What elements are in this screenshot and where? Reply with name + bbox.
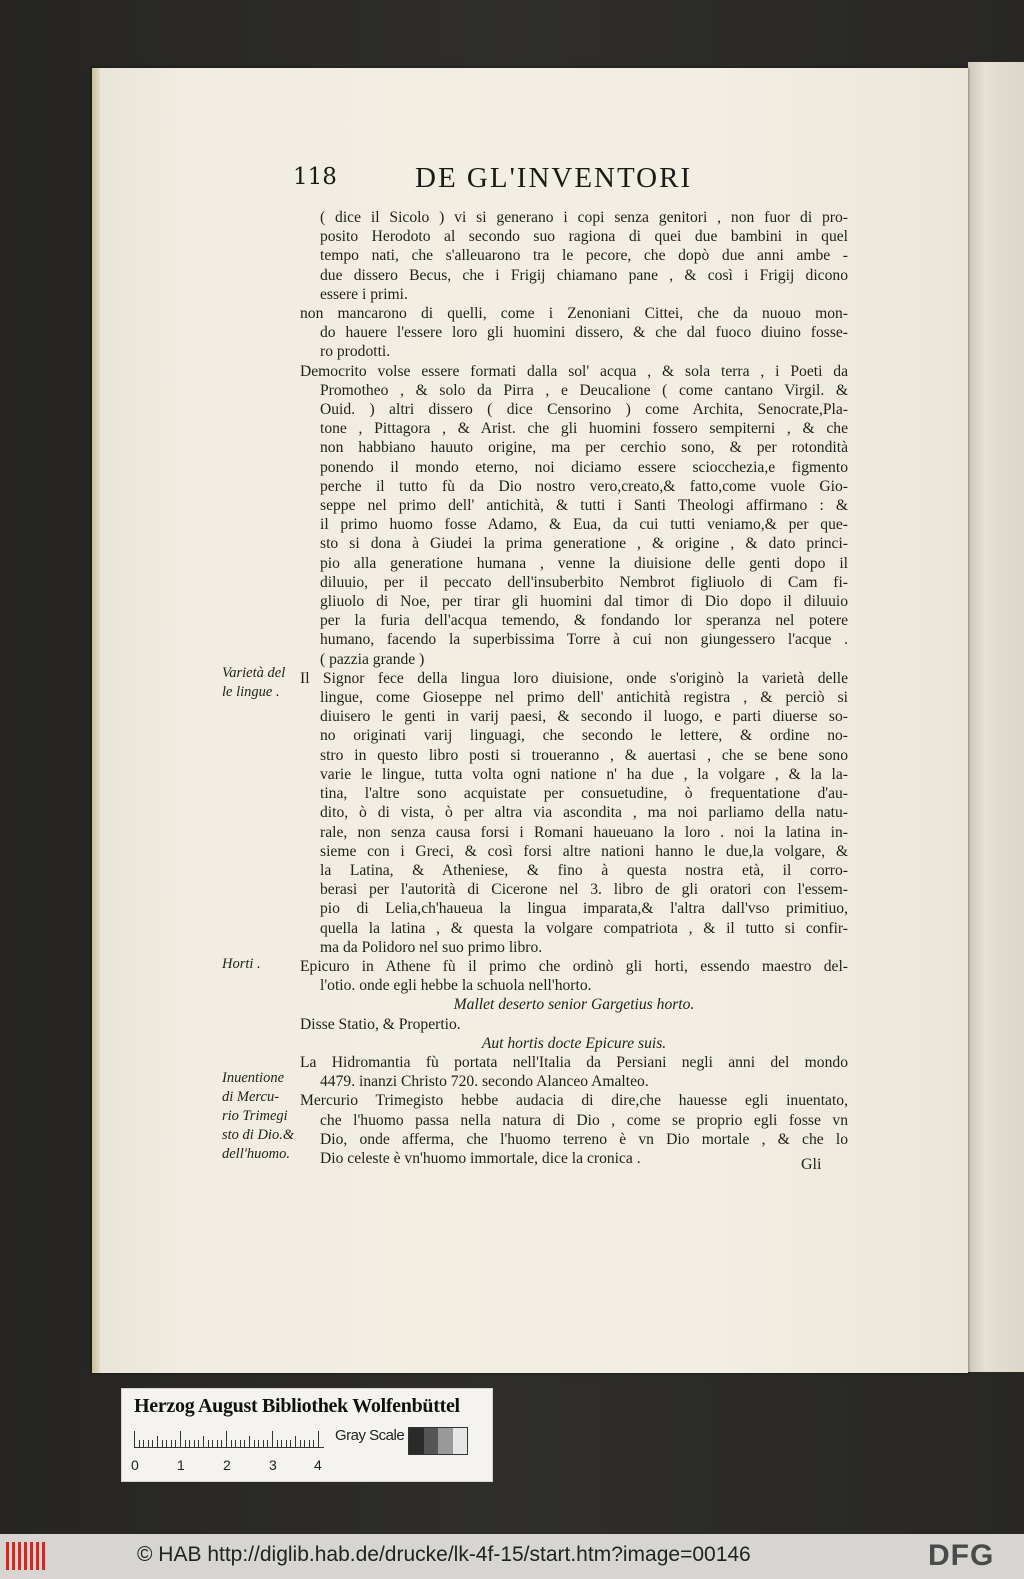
ruler-tick	[240, 1440, 241, 1447]
ruler-tick	[208, 1440, 209, 1447]
text-line: 4479. inanzi Christo 720. secondo Alanceo Amalteo.	[320, 1073, 649, 1091]
logo-bar	[12, 1542, 15, 1570]
ruler-tick	[309, 1440, 310, 1447]
ruler-tick	[139, 1440, 140, 1447]
text-line: ro prodotti.	[320, 343, 391, 361]
hab-logo-icon	[6, 1542, 48, 1570]
text-line: Ouid. ) altri dissero ( dice Censorino ) come Archita, Senocrate,Pla-	[320, 401, 848, 419]
margin-note-varieta	[222, 664, 314, 702]
ruler-tick	[212, 1440, 213, 1447]
ruler-tick	[226, 1431, 227, 1447]
text-line: Il Signor fece della lingua loro diuisione, onde s'originò la varietà delle	[300, 669, 848, 687]
running-title: DE GL'INVENTORI	[415, 162, 693, 194]
text-line: varie le lingue, tutta volta ogni natione n' ha due , la volgare , & la la-	[320, 765, 848, 783]
text-line: Democrito volse essere formati dalla sol' acqua , & sola terra , i Poeti da	[300, 362, 848, 380]
text-line: ponendo il mondo eterno, noi diciamo essere sciocchezia,e figmento	[320, 458, 848, 476]
text-line: rale, non senza causa forsi i Romani haueuano la loro . noi la latina in-	[320, 823, 848, 841]
text-line: quella la latina , & questa la volgare compatriota , & il tutto si confir-	[320, 919, 848, 937]
text-line: Promotheo , & solo da Pirra , e Deucalione ( come cantano Virgil. &	[320, 381, 848, 399]
ruler-tick	[304, 1440, 305, 1447]
ruler-tick	[217, 1440, 218, 1447]
body-text	[300, 208, 848, 1168]
margin-note-line: Varietà del	[222, 665, 286, 681]
text-line: lingue, come Giosеppe nel primo dell' antichità registra , & perciò si	[320, 689, 848, 707]
margin-note-line: dell'huomo.	[222, 1146, 290, 1162]
ruler-number: 0	[131, 1457, 139, 1473]
margin-note-line: rio Trimegi	[222, 1108, 288, 1124]
text-line: diuisero le genti in varij paesi, & secondo il luogo, e parti diuerse so-	[320, 708, 848, 726]
ruler-tick	[267, 1440, 268, 1447]
text-line: humano, facendo la superbissima Torre à cui non giungessero l'acque .	[320, 631, 848, 649]
copyright-url[interactable]: © HAB http://diglib.hab.de/drucke/lk-4f-15/start.htm?image=00146	[137, 1543, 751, 1566]
margin-note-line: sto di Dio.&	[222, 1127, 295, 1143]
text-line: do hauere l'essere loro gli huomini dissero, & che dal fuoco diuino fosse-	[320, 324, 848, 342]
text-line: il primo huomo fosse Adamo, & Eua, da cui tutti veniamo,& per que-	[320, 516, 848, 534]
ruler-tick	[171, 1440, 172, 1447]
text-line: tina, l'altre sono acquistate per consuetudine, ò frequentatione d'au-	[320, 785, 848, 803]
ruler-tick	[157, 1436, 158, 1447]
text-line: sieme con i Greci, & così forsi altre nationi hanno le due,la volgare, &	[320, 842, 848, 860]
footer-bar	[0, 1534, 1024, 1579]
ruler-tick	[152, 1440, 153, 1447]
ruler-tick	[300, 1440, 301, 1447]
ruler-tick	[134, 1431, 135, 1447]
ruler-tick	[244, 1440, 245, 1447]
margin-note-mercurio	[222, 1069, 314, 1164]
text-line: Dio, onde afferma, che l'huomo terreno è vn Dio mortale , & che lo	[320, 1130, 848, 1148]
ruler-tick	[203, 1436, 204, 1447]
page-header	[293, 162, 853, 202]
text-line: Epicuro in Athene fù il primo che ordinò gli horti, essendo maestro del-	[300, 957, 848, 975]
margin-note-line: Inuentione	[222, 1070, 285, 1086]
ruler-tick	[194, 1440, 195, 1447]
ruler-number: 1	[177, 1457, 185, 1473]
ruler-tick	[258, 1440, 259, 1447]
text-line: Mallet deserto senior Gargetius horto.	[453, 996, 695, 1014]
ruler-tick	[189, 1440, 190, 1447]
logo-bar	[6, 1542, 9, 1570]
text-line: non habbiano hauuto origine, ma per cerchio sono, & per rotondità	[320, 439, 848, 457]
margin-note-line: di Mercu-	[222, 1089, 280, 1105]
ruler-tick	[286, 1440, 287, 1447]
ruler-tick	[295, 1436, 296, 1447]
text-line: diluuio, per il peccato dell'insuberbito Nembrot figliuolo di Cam fi-	[320, 573, 848, 591]
ruler-tick	[198, 1440, 199, 1447]
ruler-tick	[166, 1440, 167, 1447]
text-line: Mercurio Trimegisto hebbe audacia di dire,che hauesse egli inuentato,	[300, 1092, 848, 1110]
logo-bar	[36, 1542, 39, 1570]
text-line: sto si dona à Giudei la prima generatione , & origine , & dato princi-	[320, 535, 848, 553]
text-line: non mancarono di quelli, come i Zenoniani Cittei, che da nuouo mon-	[300, 305, 848, 323]
logo-bar	[30, 1542, 33, 1570]
text-line: ( pazzia grande )	[320, 650, 425, 668]
ruler-tick	[281, 1440, 282, 1447]
text-line: no originati varij linguagi, che secondo le lettere, & ordine no-	[320, 727, 848, 745]
ruler-tick	[263, 1440, 264, 1447]
ruler-tick	[143, 1440, 144, 1447]
text-line: gliuolo di Noe, per tirar gli huomini dal timor di Dio dopo il diluuio	[320, 593, 848, 611]
text-line: posito Herodoto al secondo suo ragiona di quei due bambini in quel	[320, 228, 848, 246]
facing-page-edge	[968, 62, 1024, 1372]
text-line: che l'huomo passa nella natura di Dio , come se proprio egli fosse vn	[320, 1111, 848, 1129]
text-line: Dio celeste è vn'huomo immortale, dice la cronica .	[320, 1149, 641, 1167]
text-line: La Hidromantia fù portata nell'Italia da Persiani negli anni del mondo	[300, 1053, 848, 1071]
text-line: essere i primi.	[320, 285, 408, 303]
ruler-tick	[318, 1431, 319, 1447]
text-line: pio alla generatione humana , venne la diuisione delle genti dopo il	[320, 554, 848, 572]
text-line: tempo nati, che s'alleuarono tra le pecore, che dopò due anni ambe -	[320, 247, 848, 265]
margin-note-line: le lingue .	[222, 684, 280, 700]
catchword: Gli	[801, 1156, 822, 1173]
text-line: due dissero Becus, che i Frigij chiamano pane , & così i Frigij dicono	[320, 266, 848, 284]
page-gutter-shade	[92, 68, 100, 1373]
ruler-tick	[180, 1431, 181, 1447]
ruler-tick	[254, 1440, 255, 1447]
text-line: per la furia dell'acqua temendo, & fondando lor speranza nel potere	[320, 612, 848, 630]
ruler-tick	[272, 1431, 273, 1447]
ruler-number: 2	[223, 1457, 231, 1473]
ruler-tick	[175, 1440, 176, 1447]
ruler-tick	[162, 1440, 163, 1447]
text-line: dito, ò di vista, ò per altra via ascondita , ma noi parliamo della natu-	[320, 804, 848, 822]
text-line: stro in questo libro posti si troueranno , & auertasi , che se bene sono	[320, 746, 848, 764]
dfg-logo: DFG	[928, 1539, 995, 1572]
ruler-tick	[185, 1440, 186, 1447]
text-line: l'otio. onde egli hebbe la schuola nell'horto.	[320, 977, 592, 995]
text-line: tone , Pittagora , & Arist. che gli huomini fossero sempiterni , & che	[320, 420, 848, 438]
text-line: pio di Lelia,ch'haueua la lingua imparata,& l'altra dall'vso primitiuo,	[320, 900, 848, 918]
ruler-tick	[290, 1440, 291, 1447]
logo-bar	[42, 1542, 45, 1570]
text-line: ( dice il Sicolo ) vi si generano i copi senza genitori , non fuor di pro-	[320, 209, 848, 226]
ruler-scale	[134, 1431, 324, 1448]
gray-scale-label: Gray Scale	[335, 1427, 405, 1444]
hab-color-card	[121, 1388, 493, 1482]
ruler-tick	[313, 1440, 314, 1447]
ruler-tick	[221, 1440, 222, 1447]
ruler-number: 4	[314, 1457, 322, 1473]
text-line: Disse Statio, & Propertio.	[300, 1015, 461, 1033]
logo-bar	[24, 1542, 27, 1570]
ruler-tick	[249, 1436, 250, 1447]
margin-note-line: Horti .	[222, 956, 261, 972]
ruler-tick	[148, 1440, 149, 1447]
ruler-number: 3	[269, 1457, 277, 1473]
margin-note-horti	[222, 955, 314, 974]
text-line: seppe nel primo dell' antichità, & tutti i Santi Theologi affirmano : &	[320, 497, 848, 515]
ruler-tick	[231, 1440, 232, 1447]
ruler-tick	[277, 1440, 278, 1447]
text-line: la Latina, & Atheniese, & fino à questa nostra età, il corro-	[320, 861, 848, 879]
text-line: Aut hortis docte Epicure suis.	[481, 1034, 667, 1052]
text-line: perche il tutto fù da Dio nostro vero,creato,& fatto,come vuole Gio-	[320, 477, 848, 495]
text-line: berasi per l'autorità di Cicerone nel 3. libro de gli oratori con l'essem-	[320, 881, 848, 899]
page-number: 118	[293, 164, 337, 190]
hab-card-title: Herzog August Bibliothek Wolfenbüttel	[134, 1395, 460, 1417]
text-line: ma da Polidoro nel suo primo libro.	[320, 938, 543, 956]
ruler-tick	[235, 1440, 236, 1447]
logo-bar	[18, 1542, 21, 1570]
gray-scale-swatch	[408, 1427, 468, 1455]
